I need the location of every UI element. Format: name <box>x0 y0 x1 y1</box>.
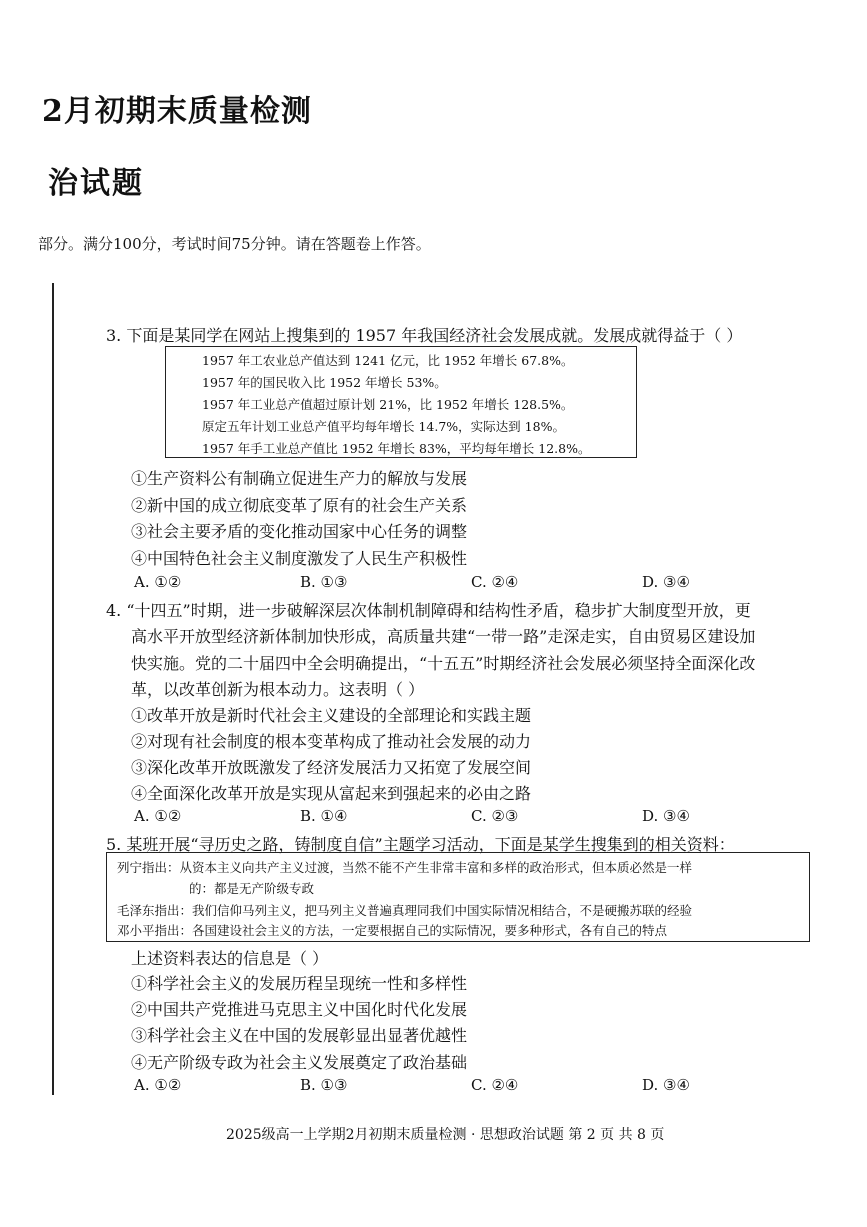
answer-a[interactable]: A. ①② <box>134 1076 182 1094</box>
q3-option-1: ①生产资料公有制确立促进生产力的解放与发展 <box>131 469 468 488</box>
question-4-stem-line-4: 革，以改革创新为根本动力。这表明（ ） <box>131 680 425 699</box>
question-5-sub-stem: 上述资料表达的信息是（ ） <box>131 949 329 968</box>
answer-d[interactable]: D. ③④ <box>642 1076 690 1094</box>
box-line: 1957 年工农业总产值达到 1241 亿元，比 1952 年增长 67.8%。 <box>202 353 574 368</box>
q5-answer-choices <box>134 1076 734 1096</box>
answer-c[interactable]: C. ②④ <box>471 573 519 591</box>
question-3-stem: 3. 下面是某同学在网站上搜集到的 1957 年我国经济社会发展成就。发展成就得益于（ ） <box>106 326 743 345</box>
box-line: 邓小平指出：各国建设社会主义的方法，一定要根据自己的实际情况，要多种形式，各有自己的特点 <box>117 923 668 938</box>
question-5-stem: 5. 某班开展“寻历史之路，铸制度自信”主题学习活动，下面是某学生搜集到的相关资料： <box>106 835 735 854</box>
q5-option-2: ②中国共产党推进马克思主义中国化时代化发展 <box>131 1000 468 1019</box>
box-line: 列宁指出：从资本主义向共产主义过渡，当然不能不产生非常丰富和多样的政治形式，但本质必然是一样 <box>117 860 693 875</box>
question-4-stem-line-1: 4. “十四五”时期，进一步破解深层次体制机制障碍和结构性矛盾，稳步扩大制度型开放，更 <box>106 601 751 620</box>
exam-instructions: 部分。满分100分，考试时间75分钟。请在答题卷上作答。 <box>38 235 431 253</box>
box-line: 1957 年的国民收入比 1952 年增长 53%。 <box>202 375 447 390</box>
question-4-stem-line-3: 快实施。党的二十届四中全会明确提出，“十五五”时期经济社会发展必须坚持全面深化改 <box>131 654 756 673</box>
box-line: 1957 年工业总产值超过原计划 21%，比 1952 年增长 128.5%。 <box>202 397 574 412</box>
q5-option-4: ④无产阶级专政为社会主义发展奠定了政治基础 <box>131 1053 468 1072</box>
q3-option-3: ③社会主要矛盾的变化推动国家中心任务的调整 <box>131 522 468 541</box>
answer-a[interactable]: A. ①② <box>134 573 182 591</box>
answer-c[interactable]: C. ②③ <box>471 807 519 825</box>
q4-option-2: ②对现有社会制度的根本变革构成了推动社会发展的动力 <box>131 732 532 751</box>
answer-b[interactable]: B. ①③ <box>300 1076 348 1094</box>
answer-d[interactable]: D. ③④ <box>642 573 690 591</box>
q3-answer-choices <box>134 573 734 593</box>
answer-d[interactable]: D. ③④ <box>642 807 690 825</box>
box-line: 1957 年手工业总产值比 1952 年增长 83%，平均每年增长 12.8%。 <box>202 441 591 456</box>
answer-c[interactable]: C. ②④ <box>471 1076 519 1094</box>
box-line: 原定五年计划工业总产值平均每年增长 14.7%，实际达到 18%。 <box>202 419 565 434</box>
q3-option-2: ②新中国的成立彻底变革了原有的社会生产关系 <box>131 496 468 515</box>
answer-b[interactable]: B. ①④ <box>300 807 348 825</box>
question-4-stem-line-2: 高水平开放型经济新体制加快形成，高质量共建“一带一路”走深走实，自由贸易区建设加 <box>131 627 756 646</box>
question-5-quote-box <box>106 852 810 942</box>
q3-option-4: ④中国特色社会主义制度激发了人民生产积极性 <box>131 549 468 568</box>
q4-option-4: ④全面深化改革开放是实现从富起来到强起来的必由之路 <box>131 784 532 803</box>
question-3-data-box <box>165 346 637 458</box>
binding-margin-line <box>52 283 54 1095</box>
box-line: 的：都是无产阶级专政 <box>189 881 315 896</box>
box-line: 毛泽东指出：我们信仰马列主义，把马列主义普遍真理同我们中国实际情况相结合，不是硬搬苏联的经验 <box>117 903 693 918</box>
q5-option-1: ①科学社会主义的发展历程呈现统一性和多样性 <box>131 974 468 993</box>
page-footer: 2025级高一上学期2月初期末质量检测 · 思想政治试题 第 2 页 共 8 页 <box>226 1127 665 1143</box>
page-title: 2月初期末质量检测 <box>42 94 312 129</box>
answer-b[interactable]: B. ①③ <box>300 573 348 591</box>
q4-answer-choices <box>134 807 734 827</box>
q4-option-1: ①改革开放是新时代社会主义建设的全部理论和实践主题 <box>131 706 532 725</box>
q4-option-3: ③深化改革开放既激发了经济发展活力又拓宽了发展空间 <box>131 758 532 777</box>
q5-option-3: ③科学社会主义在中国的发展彰显出显著优越性 <box>131 1026 468 1045</box>
answer-a[interactable]: A. ①② <box>134 807 182 825</box>
page-subtitle: 治试题 <box>48 166 144 201</box>
